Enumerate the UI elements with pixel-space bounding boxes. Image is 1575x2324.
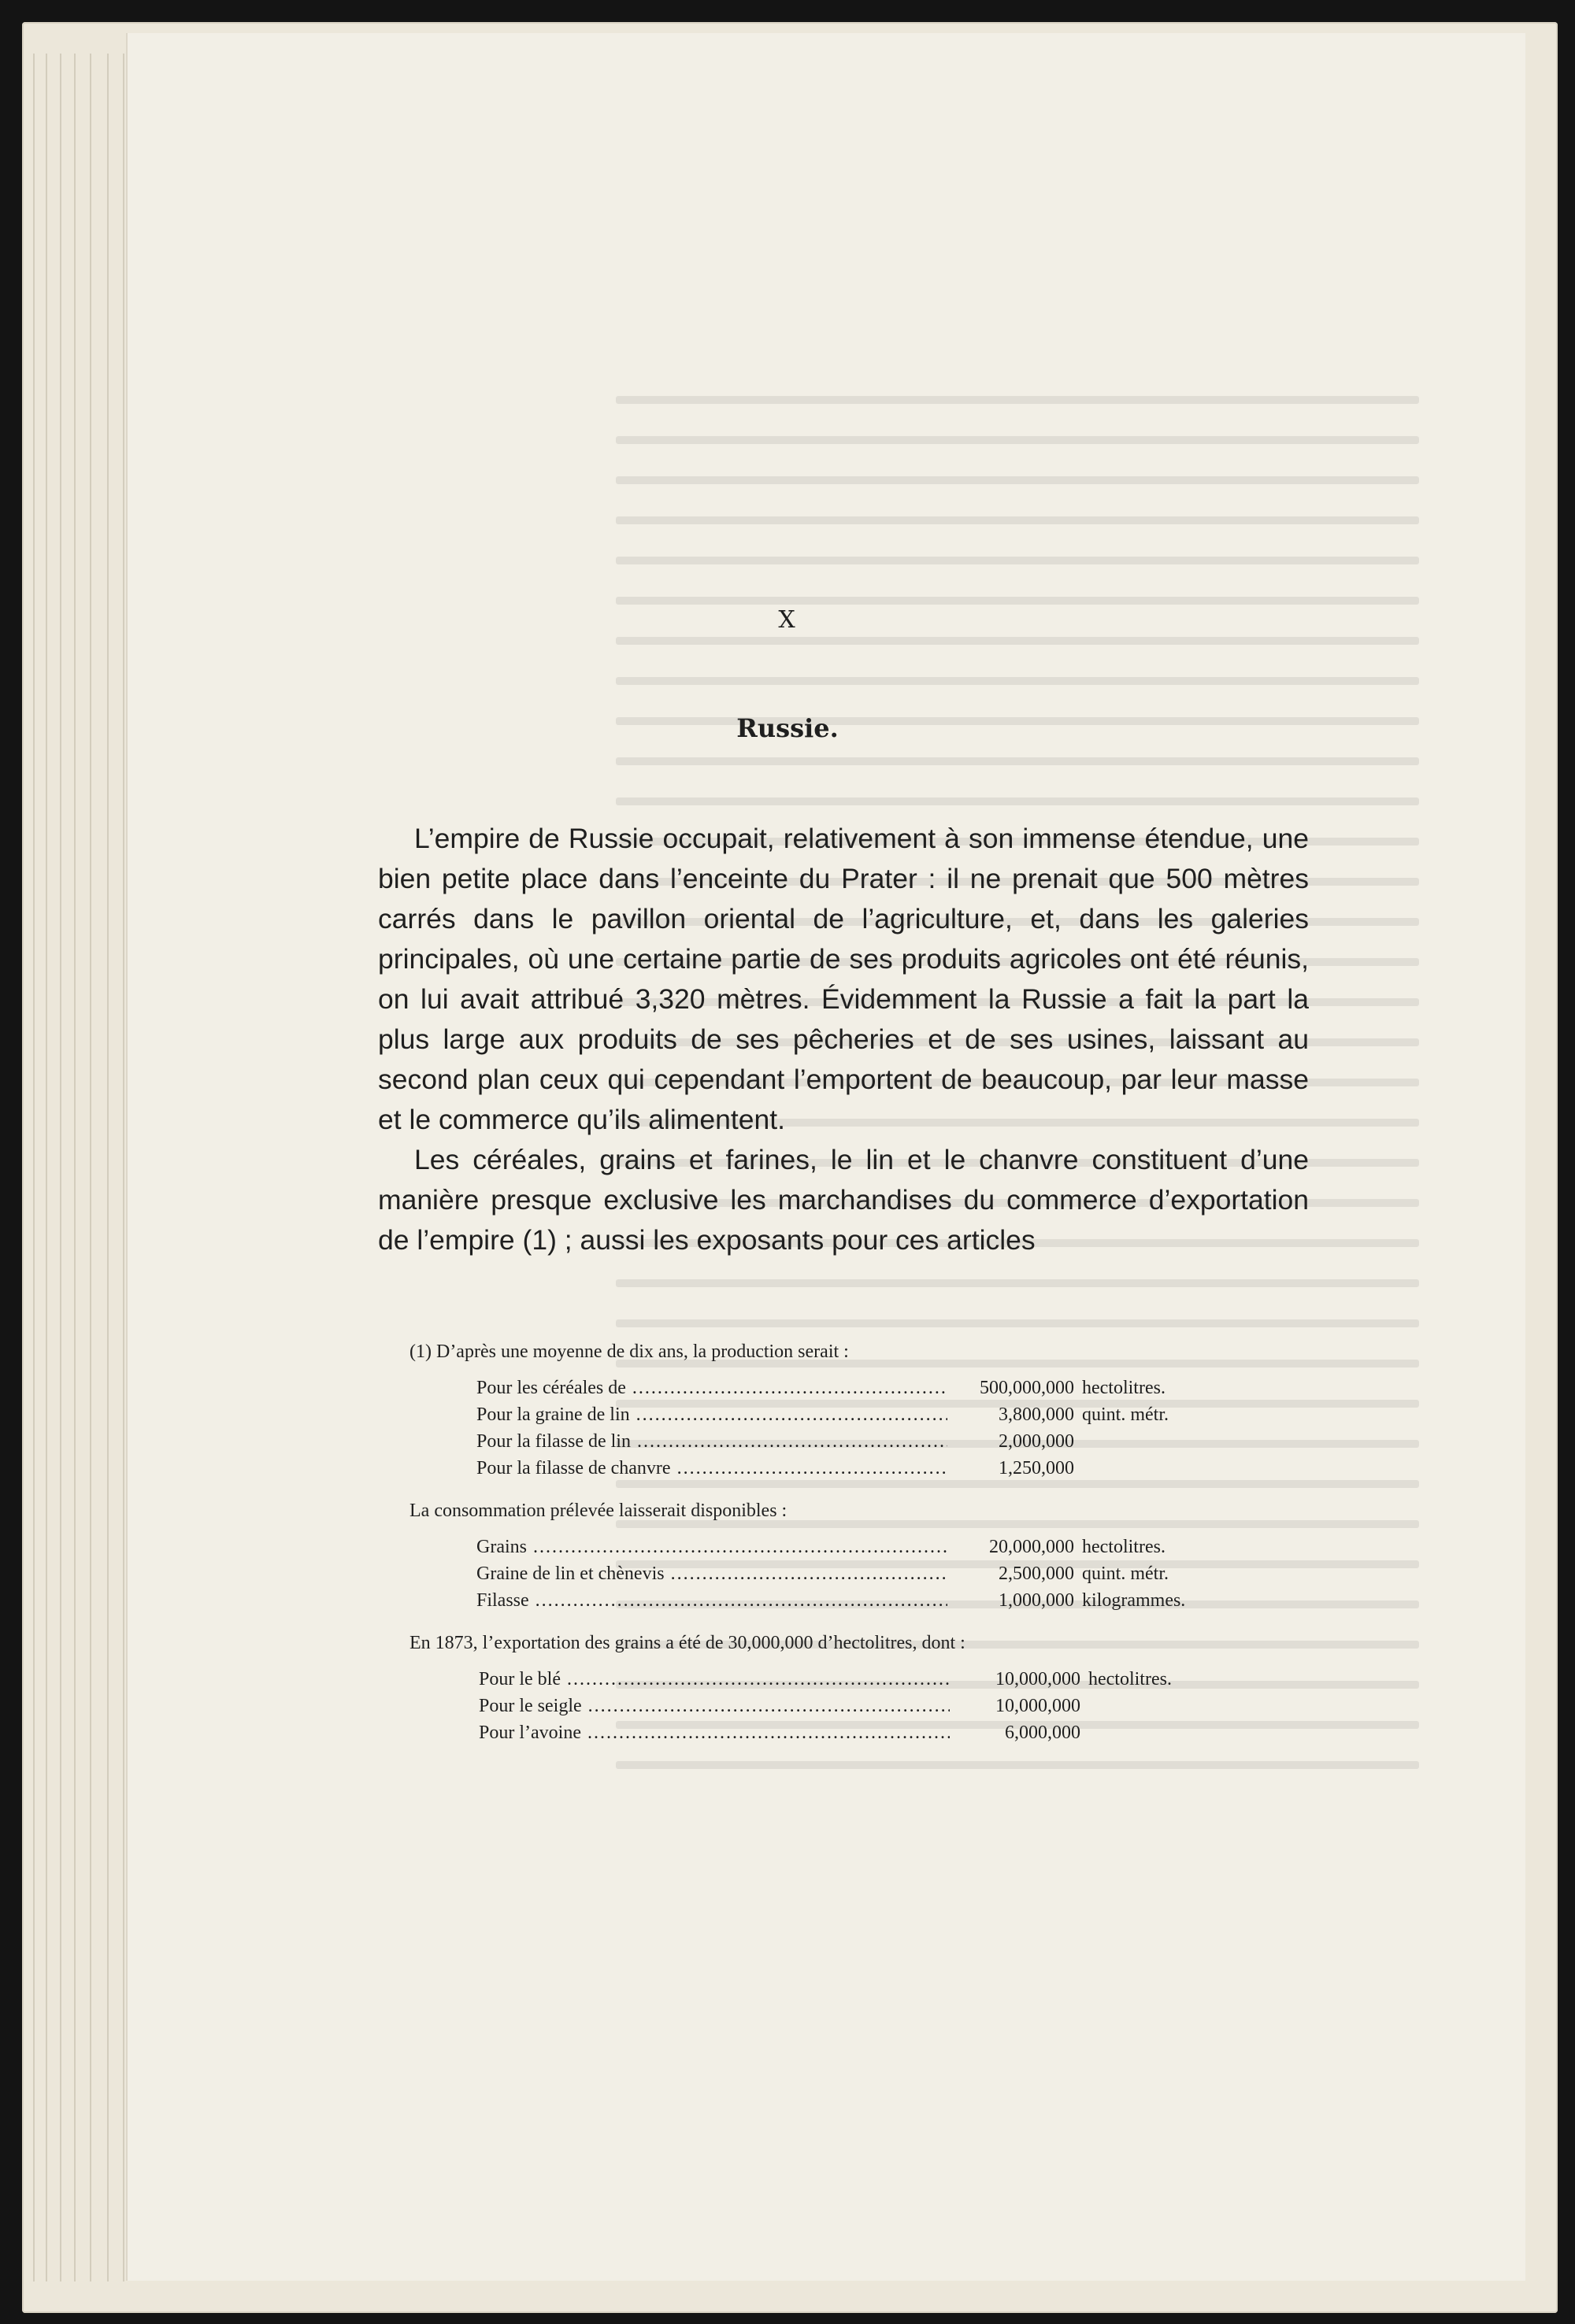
paragraph: L’empire de Russie occupait, relativement à son immense étendue, une bien petite place dans l’enceinte du Prater : il ne prenait que 500 mètres carrés dans le pavillon oriental de l’agriculture, et, dans les galeries principales, où une certaine partie de ses produits agricoles ont été réunis, on lui avait attribué 3,320 mètres. Évidemment la Russie a fait la part la plus large aux produits de ses pêcheries et de ses usines, laissant au second plan ceux qui cependant l’emportent de beaucoup, par leur masse et le commerce qu’ils alimentent.: [378, 823, 1309, 1135]
table-row: Pour les céréales de ..... 500,000,000 hectolitres.: [476, 1375, 1323, 1401]
footnote: [410, 1338, 1323, 1746]
footnote-subheading: En 1873, l’exportation des grains a été de 30,000,000 d’hectolitres, dont :: [410, 1633, 965, 1653]
chapter-number: X: [778, 606, 797, 634]
table-row: Pour la filasse de chanvre ..... 1,250,000: [476, 1455, 1323, 1482]
chapter-title: Russie.: [736, 713, 839, 743]
body-text: [378, 819, 1309, 1260]
footnote-subheading: La consommation prélevée laisserait disponibles :: [410, 1501, 788, 1521]
table-row: Pour la filasse de lin ..... 2,000,000: [476, 1428, 1323, 1455]
table-row: Filasse ..... 1,000,000 kilogrammes.: [476, 1587, 1323, 1614]
table-row: Pour le seigle ..... 10,000,000: [479, 1693, 1323, 1719]
footnote-intro: (1) D’après une moyenne de dix ans, la production serait :: [410, 1341, 849, 1362]
table-row: Grains ..... 20,000,000 hectolitres.: [476, 1534, 1323, 1560]
table-row: Pour la graine de lin ..... 3,800,000 quint. métr.: [476, 1401, 1323, 1428]
table-row: Pour le blé ..... 10,000,000 hectolitres.: [479, 1666, 1323, 1693]
table-row: Pour l’avoine ..... 6,000,000: [479, 1719, 1323, 1746]
table-row: Graine de lin et chènevis ..... 2,500,000 quint. métr.: [476, 1560, 1323, 1587]
paragraph: Les céréales, grains et farines, le lin et le chanvre constituent d’une manière presque exclusive les marchandises du commerce d’exportation de l’empire (1) ; aussi les exposants pour ces articles: [378, 1144, 1309, 1256]
